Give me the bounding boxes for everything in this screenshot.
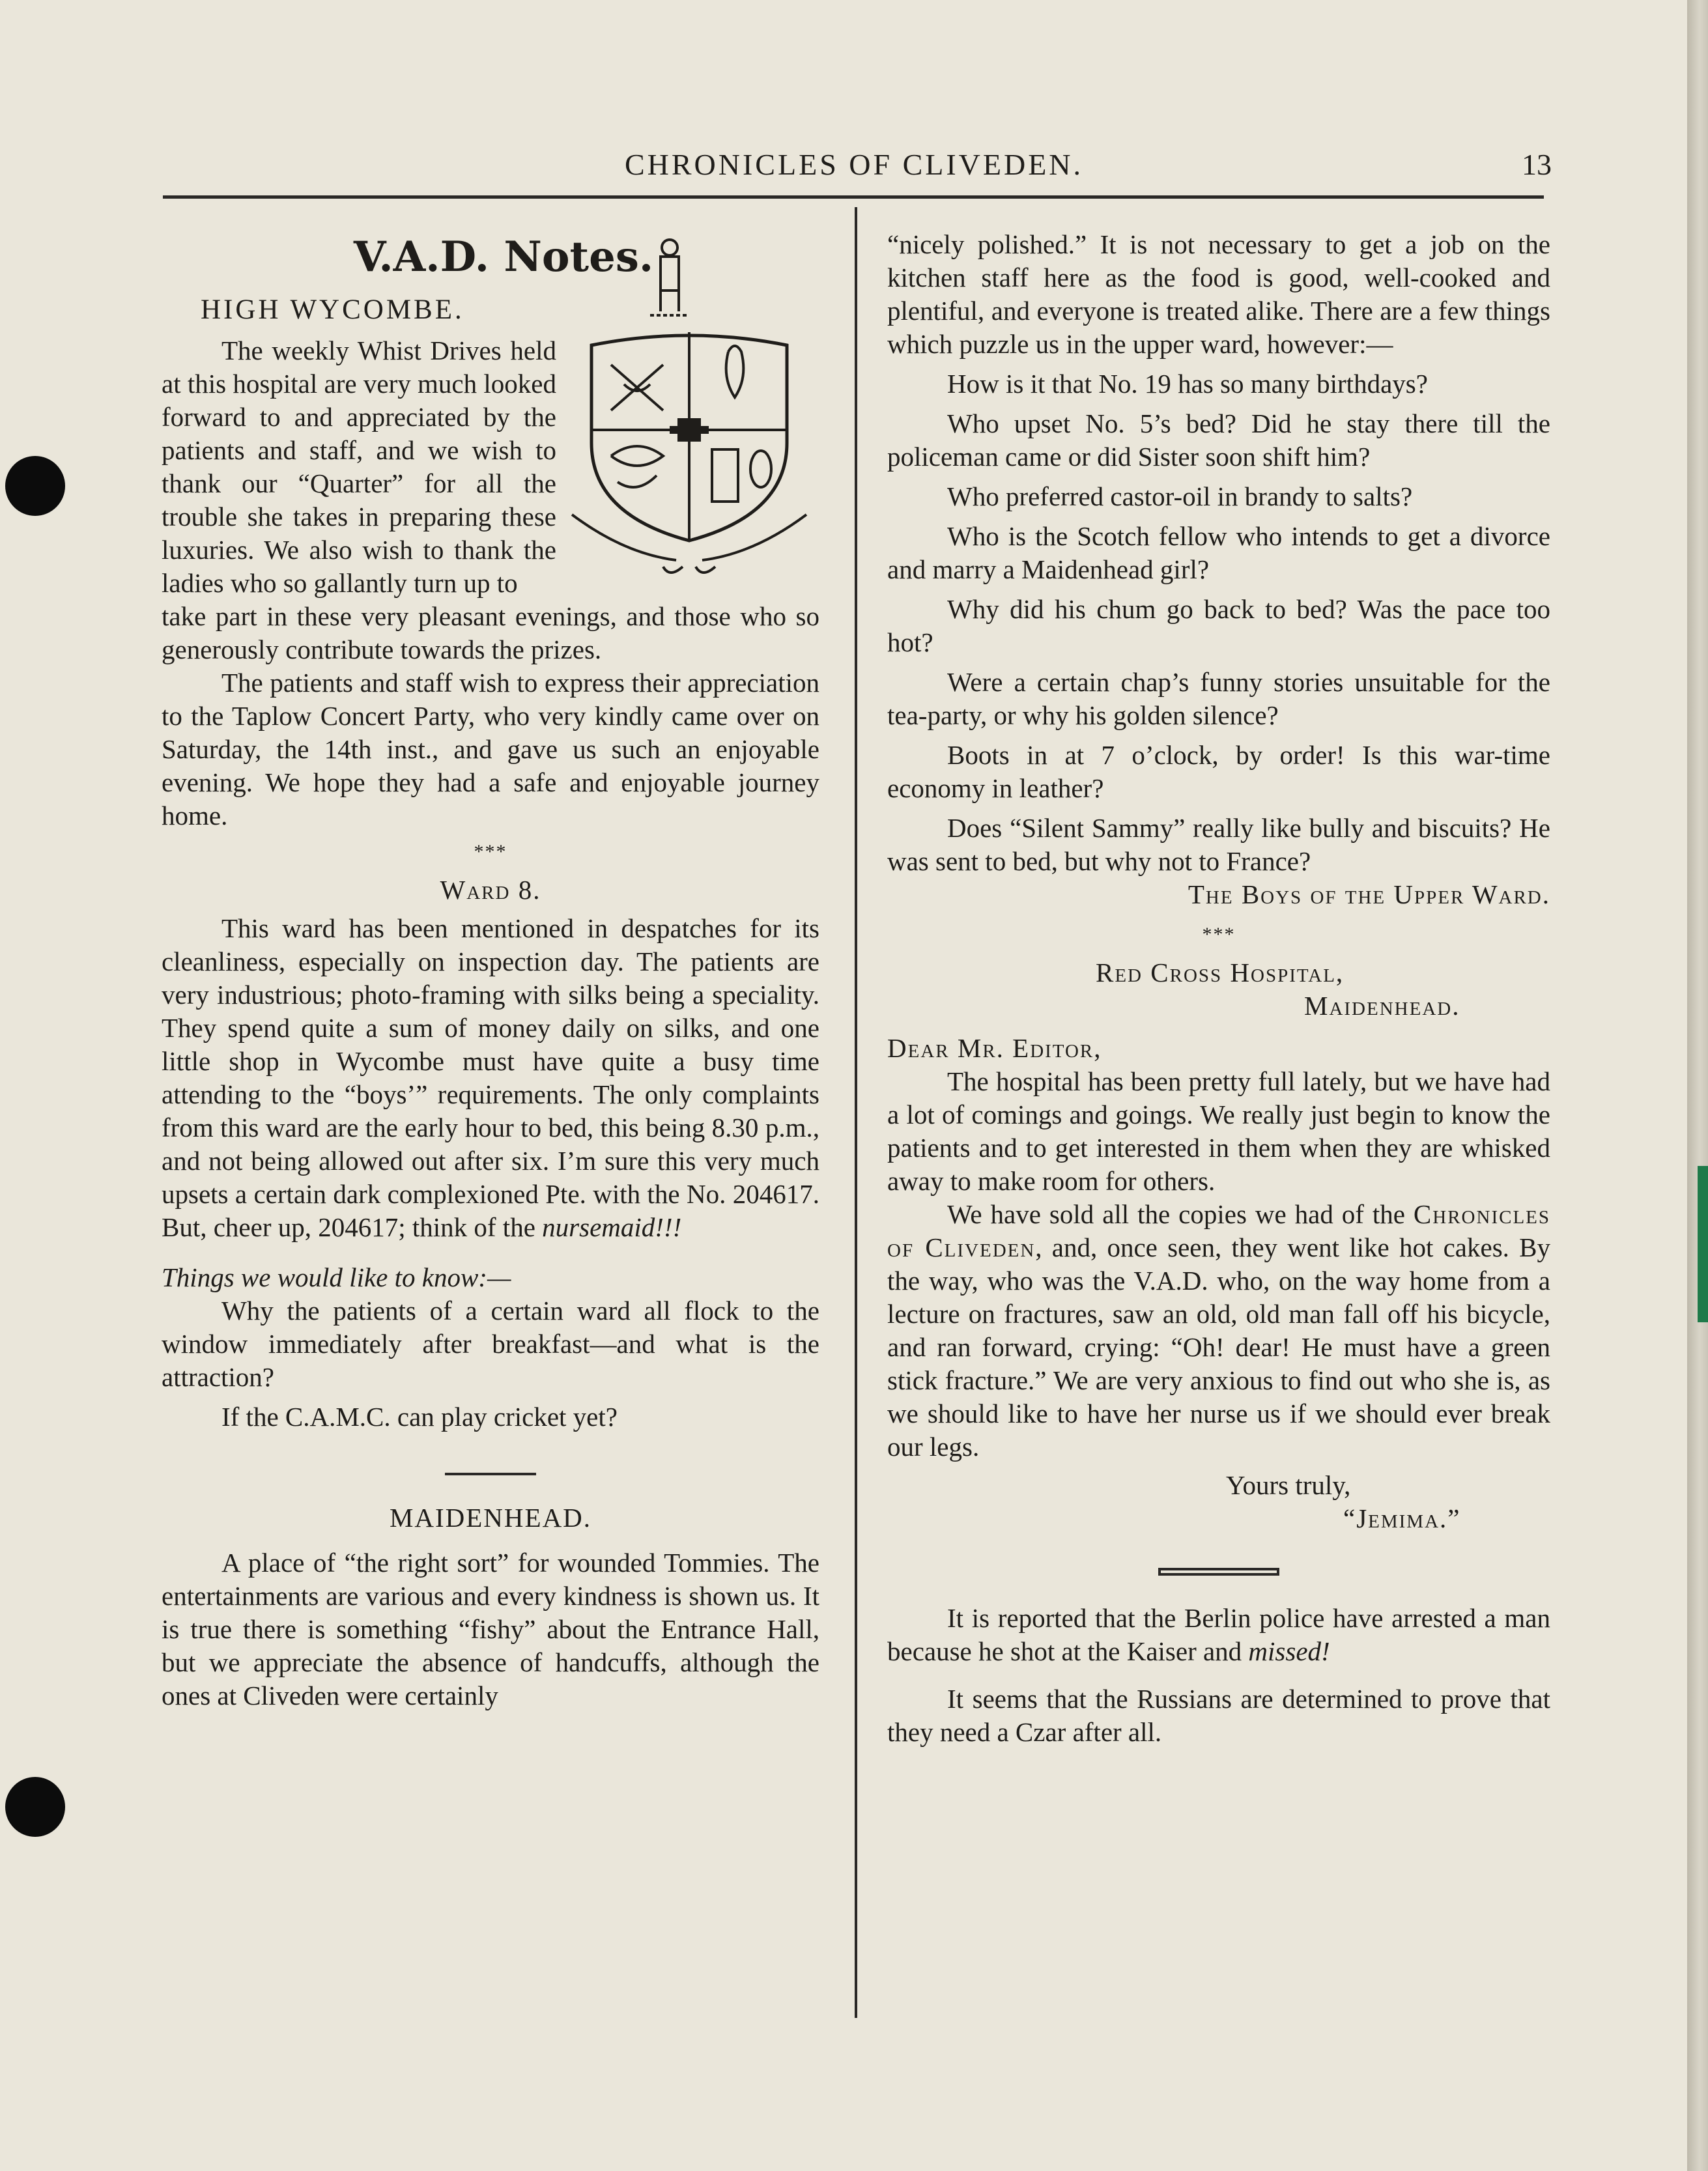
berlin-emphasis: missed!	[1248, 1636, 1330, 1666]
green-tab	[1698, 1166, 1708, 1322]
salutation: Dear Mr. Editor,	[887, 1033, 1102, 1063]
question-2: Who upset No. 5’s bed? Did he stay there till the policeman came or did Sister soon shift him?	[887, 408, 1550, 472]
rc-magazine-name: Chronicles of Cliveden	[887, 1199, 1550, 1262]
jemima-signature: “Jemima.”	[1343, 1503, 1461, 1533]
ward-paragraph	[162, 912, 819, 1244]
page-number: 13	[1522, 148, 1552, 181]
coat-of-arms-icon	[565, 234, 819, 586]
maidenhead-heading: MAIDENHEAD.	[389, 1503, 592, 1533]
question-1: How is it that No. 19 has so many birthdays?	[947, 369, 1428, 399]
red-cross-paragraph-2	[887, 1198, 1550, 1464]
rc-text-b: , and, once seen, they went like hot cakes. By the way, who was the V.A.D. who, on the way home from a lecture on fractures, saw an old, old man fall off his bicycle, and ran forward, crying: “Oh! dear! He must have a green stick fracture.” We are very anxious to find out who she is, as we should like to have her nurse us if we should ever break our legs.	[887, 1232, 1551, 1462]
red-cross-heading: Red Cross Hospital,	[1096, 958, 1345, 987]
question-4: Who is the Scotch fellow who intends to get a divorce and marry a Maidenhead girl?	[887, 521, 1550, 584]
crest-illustration	[565, 234, 819, 586]
things-question-1: Why the patients of a certain ward all flock to the window immediately after breakfast—and what is the attraction?	[162, 1296, 819, 1392]
section-title: V.A.D. Notes.	[353, 233, 654, 281]
right-column	[887, 228, 1550, 1749]
red-cross-heading-2: Maidenhead.	[1304, 991, 1460, 1021]
continued-paragraph: “nicely polished.” It is not necessary to get a job on the kitchen staff here as the food is good, well-cooked and plentiful, and everyone is treated alike. There are a few things which puzzle us in the upper ward, however:—	[887, 229, 1550, 359]
closing: Yours truly,	[1226, 1470, 1351, 1500]
asterism: ***	[474, 841, 507, 862]
punch-hole-top	[5, 456, 65, 516]
upper-ward-signature: The Boys of the Upper Ward.	[1188, 879, 1550, 909]
berlin-text: It is reported that the Berlin police have arrested a man because he shot at the Kaiser and	[887, 1603, 1550, 1666]
ward-8-heading: Ward 8.	[440, 875, 541, 905]
hw-paragraph-2: The patients and staff wish to express their appreciation to the Taplow Concert Party, who very kindly came over on Saturday, the 14th inst., and gave us such an enjoyable evening. We hope they had a safe and enjoyable journey home.	[162, 668, 819, 830]
things-question-2: If the C.A.M.C. can play cricket yet?	[221, 1402, 618, 1432]
question-5: Why did his chum go back to bed? Was the pace too hot?	[887, 594, 1550, 657]
berlin-paragraph	[887, 1602, 1550, 1668]
rc-text-a: We have sold all the copies we had of the	[947, 1199, 1405, 1229]
left-column	[162, 228, 819, 1712]
question-6: Were a certain chap’s funny stories unsuitable for the tea-party, or why his golden silence?	[887, 667, 1550, 730]
asterism: ***	[1202, 924, 1236, 945]
hw-paragraph-1: The weekly Whist Drives held at this hospital are very much looked forward to and appreciated by the patients and staff, and we wish to thank our “Quarter” for all the trouble she takes in preparing these luxuries. We also wish to thank the ladies who so gallantly turn up to	[162, 335, 556, 598]
header-rule	[163, 195, 1544, 199]
question-3: Who preferred castor-oil in brandy to salts?	[947, 481, 1413, 511]
punch-hole-bottom	[5, 1777, 65, 1837]
high-wycombe-heading: HIGH WYCOMBE.	[201, 294, 464, 325]
ward-text: This ward has been mentioned in despatches for its cleanliness, especially on inspection day. The patients are very industrious; photo-framing with silks being a speciality. They spend quite a sum of money daily on silks, and one little shop in Wycombe must have quite a busy time attending to the “boys’” requirements. The only complaints from this ward are the early hour to bed, this being 8.30 p.m., and not being allowed out after six. I’m sure this very much upsets a certain dark complexioned Pte. with the No. 204617. But, cheer up, 204617; think of the	[162, 913, 819, 1242]
running-title: CHRONICLES OF CLIVEDEN.	[624, 148, 1084, 181]
section-rule	[445, 1473, 536, 1475]
maidenhead-paragraph: A place of “the right sort” for wounded Tommies. The entertainments are various and every kindness is shown us. It is true there is something “fishy” about the Entrance Hall, but we appreciate the absence of handcuffs, although the ones at Cliveden were certainly	[162, 1548, 819, 1710]
question-8: Does “Silent Sammy” really like bully and biscuits? He was sent to bed, but why not to France?	[887, 813, 1550, 876]
things-heading: Things we would like to know:—	[162, 1262, 511, 1292]
page-edge	[1687, 0, 1708, 2171]
hw-paragraph-1-cont: take part in these very pleasant evenings, and those who so generously contribute towards the prizes.	[162, 601, 819, 664]
russians-paragraph: It seems that the Russians are determined to prove that they need a Czar after all.	[887, 1684, 1550, 1747]
ward-emphasis: nursemaid!!!	[542, 1212, 682, 1242]
question-7: Boots in at 7 o’clock, by order! Is this war-time economy in leather?	[887, 740, 1550, 803]
column-divider	[855, 207, 857, 2018]
red-cross-paragraph-1: The hospital has been pretty full lately, but we have had a lot of comings and goings. We really just begin to know the patients and to get interested in them when they are whisked away to make room for others.	[887, 1066, 1550, 1196]
ornamental-rule	[1158, 1568, 1279, 1576]
